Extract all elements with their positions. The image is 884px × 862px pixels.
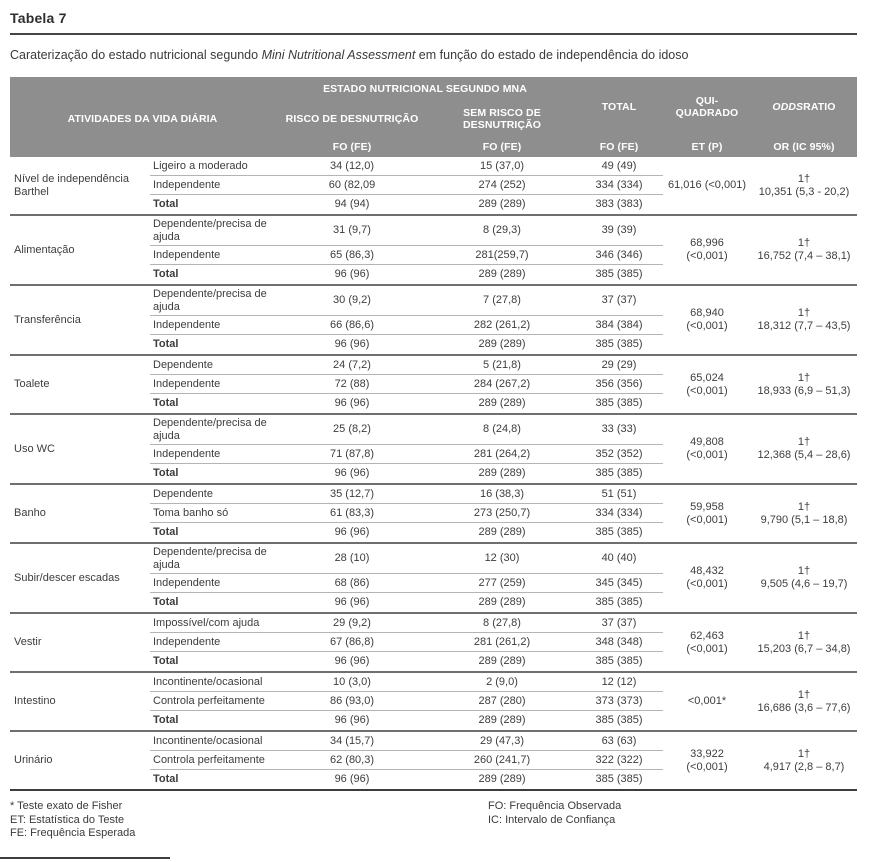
cell-no-risk-fo-fe: 260 (241,7) <box>429 751 575 770</box>
chi-squared-line1: 68,940 <box>690 307 724 319</box>
cell-risk-fo-fe: 61 (83,3) <box>275 504 429 523</box>
odds-ratio-value: 10,351 (5,3 - 20,2) <box>758 185 850 198</box>
table-row-group <box>10 157 857 214</box>
cell-risk-fo-fe: 96 (96) <box>334 338 370 351</box>
cell-total-fo-fe: 356 (356) <box>575 375 663 394</box>
chi-squared-line1: 68,996 <box>690 237 724 249</box>
chi-squared-line2: (<0,001) <box>686 384 728 397</box>
row-label: Dependente <box>150 485 275 504</box>
activity-category-label: Intestino <box>14 695 56 708</box>
chi-squared-line1: 33,922 <box>690 747 724 760</box>
cell-risk-fo-fe: 28 (10) <box>275 544 429 574</box>
table-row-group <box>10 671 857 730</box>
row-label: Dependente/precisa de ajuda <box>150 544 275 574</box>
cell-chi-squared <box>663 544 751 612</box>
cell-total-fo-fe: 37 (37) <box>575 614 663 633</box>
chi-squared-line2: (<0,001) <box>686 320 728 332</box>
cell-no-risk-fo-fe: 289 (289) <box>478 773 526 786</box>
cell-no-risk-fo-fe: 8 (27,8) <box>429 614 575 633</box>
row-label: Independente <box>150 574 275 593</box>
header-risk: RISCO DE DESNUTRIÇÃO <box>285 112 419 125</box>
activity-category-label: Banho <box>14 507 46 520</box>
cell-total-fo-fe: 51 (51) <box>575 485 663 504</box>
odds-ratio-value: 4,917 (2,8 – 8,7) <box>763 760 845 773</box>
cell-total-fo-fe: 385 (385) <box>595 714 643 727</box>
cell-risk-fo-fe: 34 (12,0) <box>275 157 429 176</box>
row-label-total: Total <box>153 397 179 410</box>
odds-ratio-value: 16,686 (3,6 – 77,6) <box>757 701 851 714</box>
chi-squared-line2: (<0,001) <box>686 642 728 655</box>
activity-category-label: Subir/descer escadas <box>14 571 120 584</box>
cell-total-fo-fe: 29 (29) <box>575 356 663 375</box>
cell-risk-fo-fe: 31 (9,7) <box>275 216 429 246</box>
cell-no-risk-fo-fe: 12 (30) <box>429 544 575 574</box>
cell-no-risk-fo-fe: 277 (259) <box>429 574 575 593</box>
cell-risk-fo-fe: 34 (15,7) <box>275 732 429 751</box>
cell-no-risk-fo-fe: 287 (280) <box>429 692 575 711</box>
chi-squared-line1: 62,463 <box>690 629 724 642</box>
cell-total-fo-fe: 385 (385) <box>595 397 643 410</box>
row-label: Dependente <box>150 356 275 375</box>
odds-ratio-reference: 1† <box>797 629 811 642</box>
cell-risk-fo-fe: 29 (9,2) <box>275 614 429 633</box>
cell-total-fo-fe: 39 (39) <box>575 216 663 246</box>
cell-no-risk-fo-fe: 289 (289) <box>478 338 526 351</box>
row-label: Toma banho só <box>150 504 275 523</box>
odds-ratio-value: 15,203 (6,7 – 34,8) <box>757 642 851 655</box>
cell-risk-fo-fe: 96 (96) <box>334 526 370 539</box>
chi-squared-line2: (<0,001) <box>686 760 728 773</box>
cell-no-risk-fo-fe: 289 (289) <box>478 655 526 668</box>
cell-total-fo-fe: 385 (385) <box>595 268 643 281</box>
cell-risk-fo-fe: 71 (87,8) <box>275 445 429 464</box>
row-label-total: Total <box>153 714 179 727</box>
row-label: Dependente/precisa de ajuda <box>150 415 275 445</box>
cell-no-risk-fo-fe: 281 (261,2) <box>429 633 575 652</box>
table-row-group <box>10 214 857 284</box>
cell-total-fo-fe: 40 (40) <box>575 544 663 574</box>
cell-chi-squared <box>663 673 751 730</box>
table-row-group <box>10 413 857 483</box>
cell-chi-squared <box>663 286 751 354</box>
cell-total-fo-fe: 352 (352) <box>575 445 663 464</box>
footnote-fisher: * Teste exato de Fisher <box>10 800 123 812</box>
activity-category-label: Uso WC <box>14 442 55 455</box>
cell-no-risk-fo-fe: 289 (289) <box>478 526 526 539</box>
cell-risk-fo-fe: 96 (96) <box>334 773 370 786</box>
row-label-total: Total <box>153 268 179 281</box>
cell-chi-squared <box>663 732 751 789</box>
cell-total-fo-fe: 385 (385) <box>595 773 643 786</box>
row-label-total: Total <box>153 467 179 480</box>
activity-category-label: Transferência <box>14 313 81 326</box>
cell-no-risk-fo-fe: 29 (47,3) <box>429 732 575 751</box>
cell-odds-ratio <box>751 356 857 413</box>
row-label: Impossível/com ajuda <box>150 614 275 633</box>
table-row-group <box>10 730 857 789</box>
cell-total-fo-fe: 49 (49) <box>575 157 663 176</box>
cell-no-risk-fo-fe: 289 (289) <box>478 397 526 410</box>
header-or-ic: OR (IC 95%) <box>773 141 835 153</box>
odds-ratio-reference: 1† <box>797 500 811 513</box>
odds-ratio-value: 9,505 (4,6 – 19,7) <box>760 578 848 590</box>
cell-risk-fo-fe: 72 (88) <box>275 375 429 394</box>
cell-risk-fo-fe: 96 (96) <box>334 467 370 480</box>
table-caption <box>10 48 850 62</box>
cell-odds-ratio <box>751 614 857 671</box>
cell-total-fo-fe: 322 (322) <box>575 751 663 770</box>
cell-total-fo-fe: 385 (385) <box>595 338 643 351</box>
row-label-total: Total <box>153 655 179 668</box>
chi-squared-line1: <0,001* <box>687 695 727 707</box>
cell-total-fo-fe: 385 (385) <box>595 467 643 480</box>
odds-ratio-reference: 1† <box>797 307 811 319</box>
cell-chi-squared <box>663 216 751 284</box>
header-odds-ratio <box>751 77 857 137</box>
footnote-et: ET: Estatística do Teste <box>10 813 125 826</box>
odds-ratio-reference: 1† <box>797 436 811 448</box>
cell-no-risk-fo-fe: 289 (289) <box>478 714 526 727</box>
odds-ratio-reference: 1† <box>797 172 811 185</box>
cell-total-fo-fe: 63 (63) <box>575 732 663 751</box>
row-label: Independente <box>150 316 275 335</box>
cell-odds-ratio <box>751 286 857 354</box>
chi-squared-line1: 49,808 <box>690 436 724 448</box>
cell-risk-fo-fe: 96 (96) <box>334 268 370 281</box>
header-activities: ATIVIDADES DA VIDA DIÁRIA <box>67 112 218 125</box>
chi-squared-line2: (<0,001) <box>686 513 728 526</box>
cell-chi-squared <box>663 485 751 542</box>
row-label: Dependente/precisa de ajuda <box>150 286 275 316</box>
cell-no-risk-fo-fe: 273 (250,7) <box>429 504 575 523</box>
footnote-ic: IC: Intervalo de Confiança <box>488 813 616 826</box>
cell-risk-fo-fe: 96 (96) <box>334 714 370 727</box>
header-et-p: ET (P) <box>691 141 723 153</box>
footnote-fo: FO: Frequência Observada <box>488 800 622 812</box>
cell-risk-fo-fe: 68 (86) <box>275 574 429 593</box>
cell-no-risk-fo-fe: 289 (289) <box>478 596 526 609</box>
cell-total-fo-fe: 334 (334) <box>575 176 663 195</box>
chi-squared-line1: 59,958 <box>690 500 724 513</box>
row-label-total: Total <box>153 526 179 539</box>
cell-no-risk-fo-fe: 2 (9,0) <box>429 673 575 692</box>
row-label: Controla perfeitamente <box>150 692 275 711</box>
caption-italic-text: Mini Nutritional Assessment <box>261 48 416 62</box>
cell-total-fo-fe: 385 (385) <box>595 655 643 668</box>
table-number-title: Tabela 7 <box>10 10 67 26</box>
cell-no-risk-fo-fe: 7 (27,8) <box>429 286 575 316</box>
activity-category-label: Alimentação <box>14 243 75 256</box>
table-row-group <box>10 483 857 542</box>
cell-odds-ratio <box>751 157 857 214</box>
cell-odds-ratio <box>751 415 857 483</box>
chi-squared-line1: 65,024 <box>690 371 724 384</box>
cell-no-risk-fo-fe: 289 (289) <box>478 268 526 281</box>
cell-no-risk-fo-fe: 289 (289) <box>478 467 526 480</box>
cell-chi-squared <box>663 415 751 483</box>
row-label: Independente <box>150 375 275 394</box>
header-chi-squared: QUI-QUADRADO <box>675 95 739 119</box>
cell-no-risk-fo-fe: 8 (29,3) <box>429 216 575 246</box>
cell-total-fo-fe: 37 (37) <box>575 286 663 316</box>
chi-squared-line2: (<0,001) <box>686 250 728 262</box>
cell-risk-fo-fe: 96 (96) <box>334 397 370 410</box>
cell-risk-fo-fe: 35 (12,7) <box>275 485 429 504</box>
odds-ratio-value: 12,368 (5,4 – 28,6) <box>757 449 851 461</box>
footnotes-right <box>488 800 621 841</box>
cell-risk-fo-fe: 24 (7,2) <box>275 356 429 375</box>
table-row-group <box>10 612 857 671</box>
chi-squared-line2: (<0,001) <box>686 578 728 590</box>
cell-no-risk-fo-fe: 284 (267,2) <box>429 375 575 394</box>
cell-risk-fo-fe: 10 (3,0) <box>275 673 429 692</box>
row-label: Independente <box>150 176 275 195</box>
row-label-total: Total <box>153 596 179 609</box>
cell-total-fo-fe: 385 (385) <box>595 526 643 539</box>
activity-category-label: Nível de independência Barthel <box>14 173 129 198</box>
cell-total-fo-fe: 345 (345) <box>575 574 663 593</box>
cell-total-fo-fe: 33 (33) <box>575 415 663 445</box>
cell-risk-fo-fe: 67 (86,8) <box>275 633 429 652</box>
cell-odds-ratio <box>751 732 857 789</box>
header-odds-rest: RATIO <box>803 101 836 113</box>
table-header <box>10 77 857 157</box>
caption-text: Caraterização do estado nutricional segundo <box>10 48 262 62</box>
header-fo-fe-no-risk: FO (FE) <box>482 141 522 153</box>
chi-squared-line2: (<0,001) <box>686 449 728 461</box>
cell-chi-squared <box>663 614 751 671</box>
chi-squared-line1: 61,016 (<0,001) <box>668 179 746 191</box>
cell-odds-ratio <box>751 216 857 284</box>
row-label: Incontinente/ocasional <box>150 732 275 751</box>
row-label: Controla perfeitamente <box>150 751 275 770</box>
cell-total-fo-fe: 384 (384) <box>575 316 663 335</box>
cell-risk-fo-fe: 62 (80,3) <box>275 751 429 770</box>
cell-total-fo-fe: 385 (385) <box>595 596 643 609</box>
cell-risk-fo-fe: 94 (94) <box>334 198 370 211</box>
title-rule <box>10 33 857 35</box>
cell-risk-fo-fe: 96 (96) <box>334 655 370 668</box>
cell-no-risk-fo-fe: 281 (264,2) <box>429 445 575 464</box>
cell-no-risk-fo-fe: 16 (38,3) <box>429 485 575 504</box>
odds-ratio-reference: 1† <box>797 371 811 384</box>
row-label: Incontinente/ocasional <box>150 673 275 692</box>
cell-risk-fo-fe: 25 (8,2) <box>275 415 429 445</box>
cell-total-fo-fe: 334 (334) <box>575 504 663 523</box>
cell-risk-fo-fe: 65 (86,3) <box>275 246 429 265</box>
table-row-group <box>10 542 857 612</box>
row-label: Ligeiro a moderado <box>150 157 275 176</box>
cell-no-risk-fo-fe: 5 (21,8) <box>429 356 575 375</box>
activity-category-label: Urinário <box>14 754 53 767</box>
footnotes <box>10 800 857 841</box>
cell-risk-fo-fe: 96 (96) <box>334 596 370 609</box>
footnotes-left <box>10 800 488 841</box>
cell-no-risk-fo-fe: 281(259,7) <box>429 246 575 265</box>
cell-no-risk-fo-fe: 289 (289) <box>478 198 526 211</box>
cell-total-fo-fe: 346 (346) <box>575 246 663 265</box>
cell-risk-fo-fe: 30 (9,2) <box>275 286 429 316</box>
footnote-fe: FE: Frequência Esperada <box>10 827 136 839</box>
table-row-group <box>10 354 857 413</box>
table-row-group <box>10 284 857 354</box>
row-label: Independente <box>150 246 275 265</box>
page-bottom-rule <box>0 857 170 859</box>
cell-odds-ratio <box>751 485 857 542</box>
row-label: Independente <box>150 633 275 652</box>
cell-chi-squared <box>663 157 751 214</box>
row-label-total: Total <box>153 338 179 351</box>
activity-category-label: Toalete <box>14 378 50 391</box>
activity-category-label: Vestir <box>14 636 42 649</box>
odds-ratio-reference: 1† <box>797 688 811 701</box>
cell-total-fo-fe: 12 (12) <box>575 673 663 692</box>
row-label: Dependente/precisa de ajuda <box>150 216 275 246</box>
header-fo-fe-risk: FO (FE) <box>332 141 372 153</box>
cell-chi-squared <box>663 356 751 413</box>
odds-ratio-value: 18,933 (6,9 – 51,3) <box>757 384 851 397</box>
chi-squared-line1: 48,432 <box>690 565 724 577</box>
cell-no-risk-fo-fe: 8 (24,8) <box>429 415 575 445</box>
header-total: TOTAL <box>601 101 637 113</box>
cell-odds-ratio <box>751 673 857 730</box>
cell-no-risk-fo-fe: 282 (261,2) <box>429 316 575 335</box>
odds-ratio-value: 9,790 (5,1 – 18,8) <box>760 513 848 526</box>
header-odds-italic: ODDS <box>772 101 804 113</box>
table-body <box>10 157 857 789</box>
cell-risk-fo-fe: 66 (86,6) <box>275 316 429 335</box>
cell-total-fo-fe: 383 (383) <box>595 198 643 211</box>
header-fo-fe-total: FO (FE) <box>599 141 639 153</box>
row-label-total: Total <box>153 198 179 211</box>
row-label: Independente <box>150 445 275 464</box>
odds-ratio-reference: 1† <box>797 237 811 249</box>
cell-no-risk-fo-fe: 15 (37,0) <box>429 157 575 176</box>
odds-ratio-value: 18,312 (7,7 – 43,5) <box>757 320 851 332</box>
cell-no-risk-fo-fe: 274 (252) <box>429 176 575 195</box>
odds-ratio-value: 16,752 (7,4 – 38,1) <box>757 250 851 262</box>
odds-ratio-reference: 1† <box>797 747 811 760</box>
cell-risk-fo-fe: 86 (93,0) <box>275 692 429 711</box>
cell-total-fo-fe: 348 (348) <box>575 633 663 652</box>
nutrition-status-table <box>10 77 857 791</box>
header-group-mna: ESTADO NUTRICIONAL SEGUNDO MNA <box>323 82 527 95</box>
caption-text-after: em função do estado de independência do idoso <box>415 48 689 62</box>
odds-ratio-reference: 1† <box>797 565 811 577</box>
header-no-risk: SEM RISCO DE DESNUTRIÇÃO <box>462 106 542 131</box>
cell-risk-fo-fe: 60 (82,09 <box>275 176 429 195</box>
row-label-total: Total <box>153 773 179 786</box>
cell-odds-ratio <box>751 544 857 612</box>
cell-total-fo-fe: 373 (373) <box>575 692 663 711</box>
